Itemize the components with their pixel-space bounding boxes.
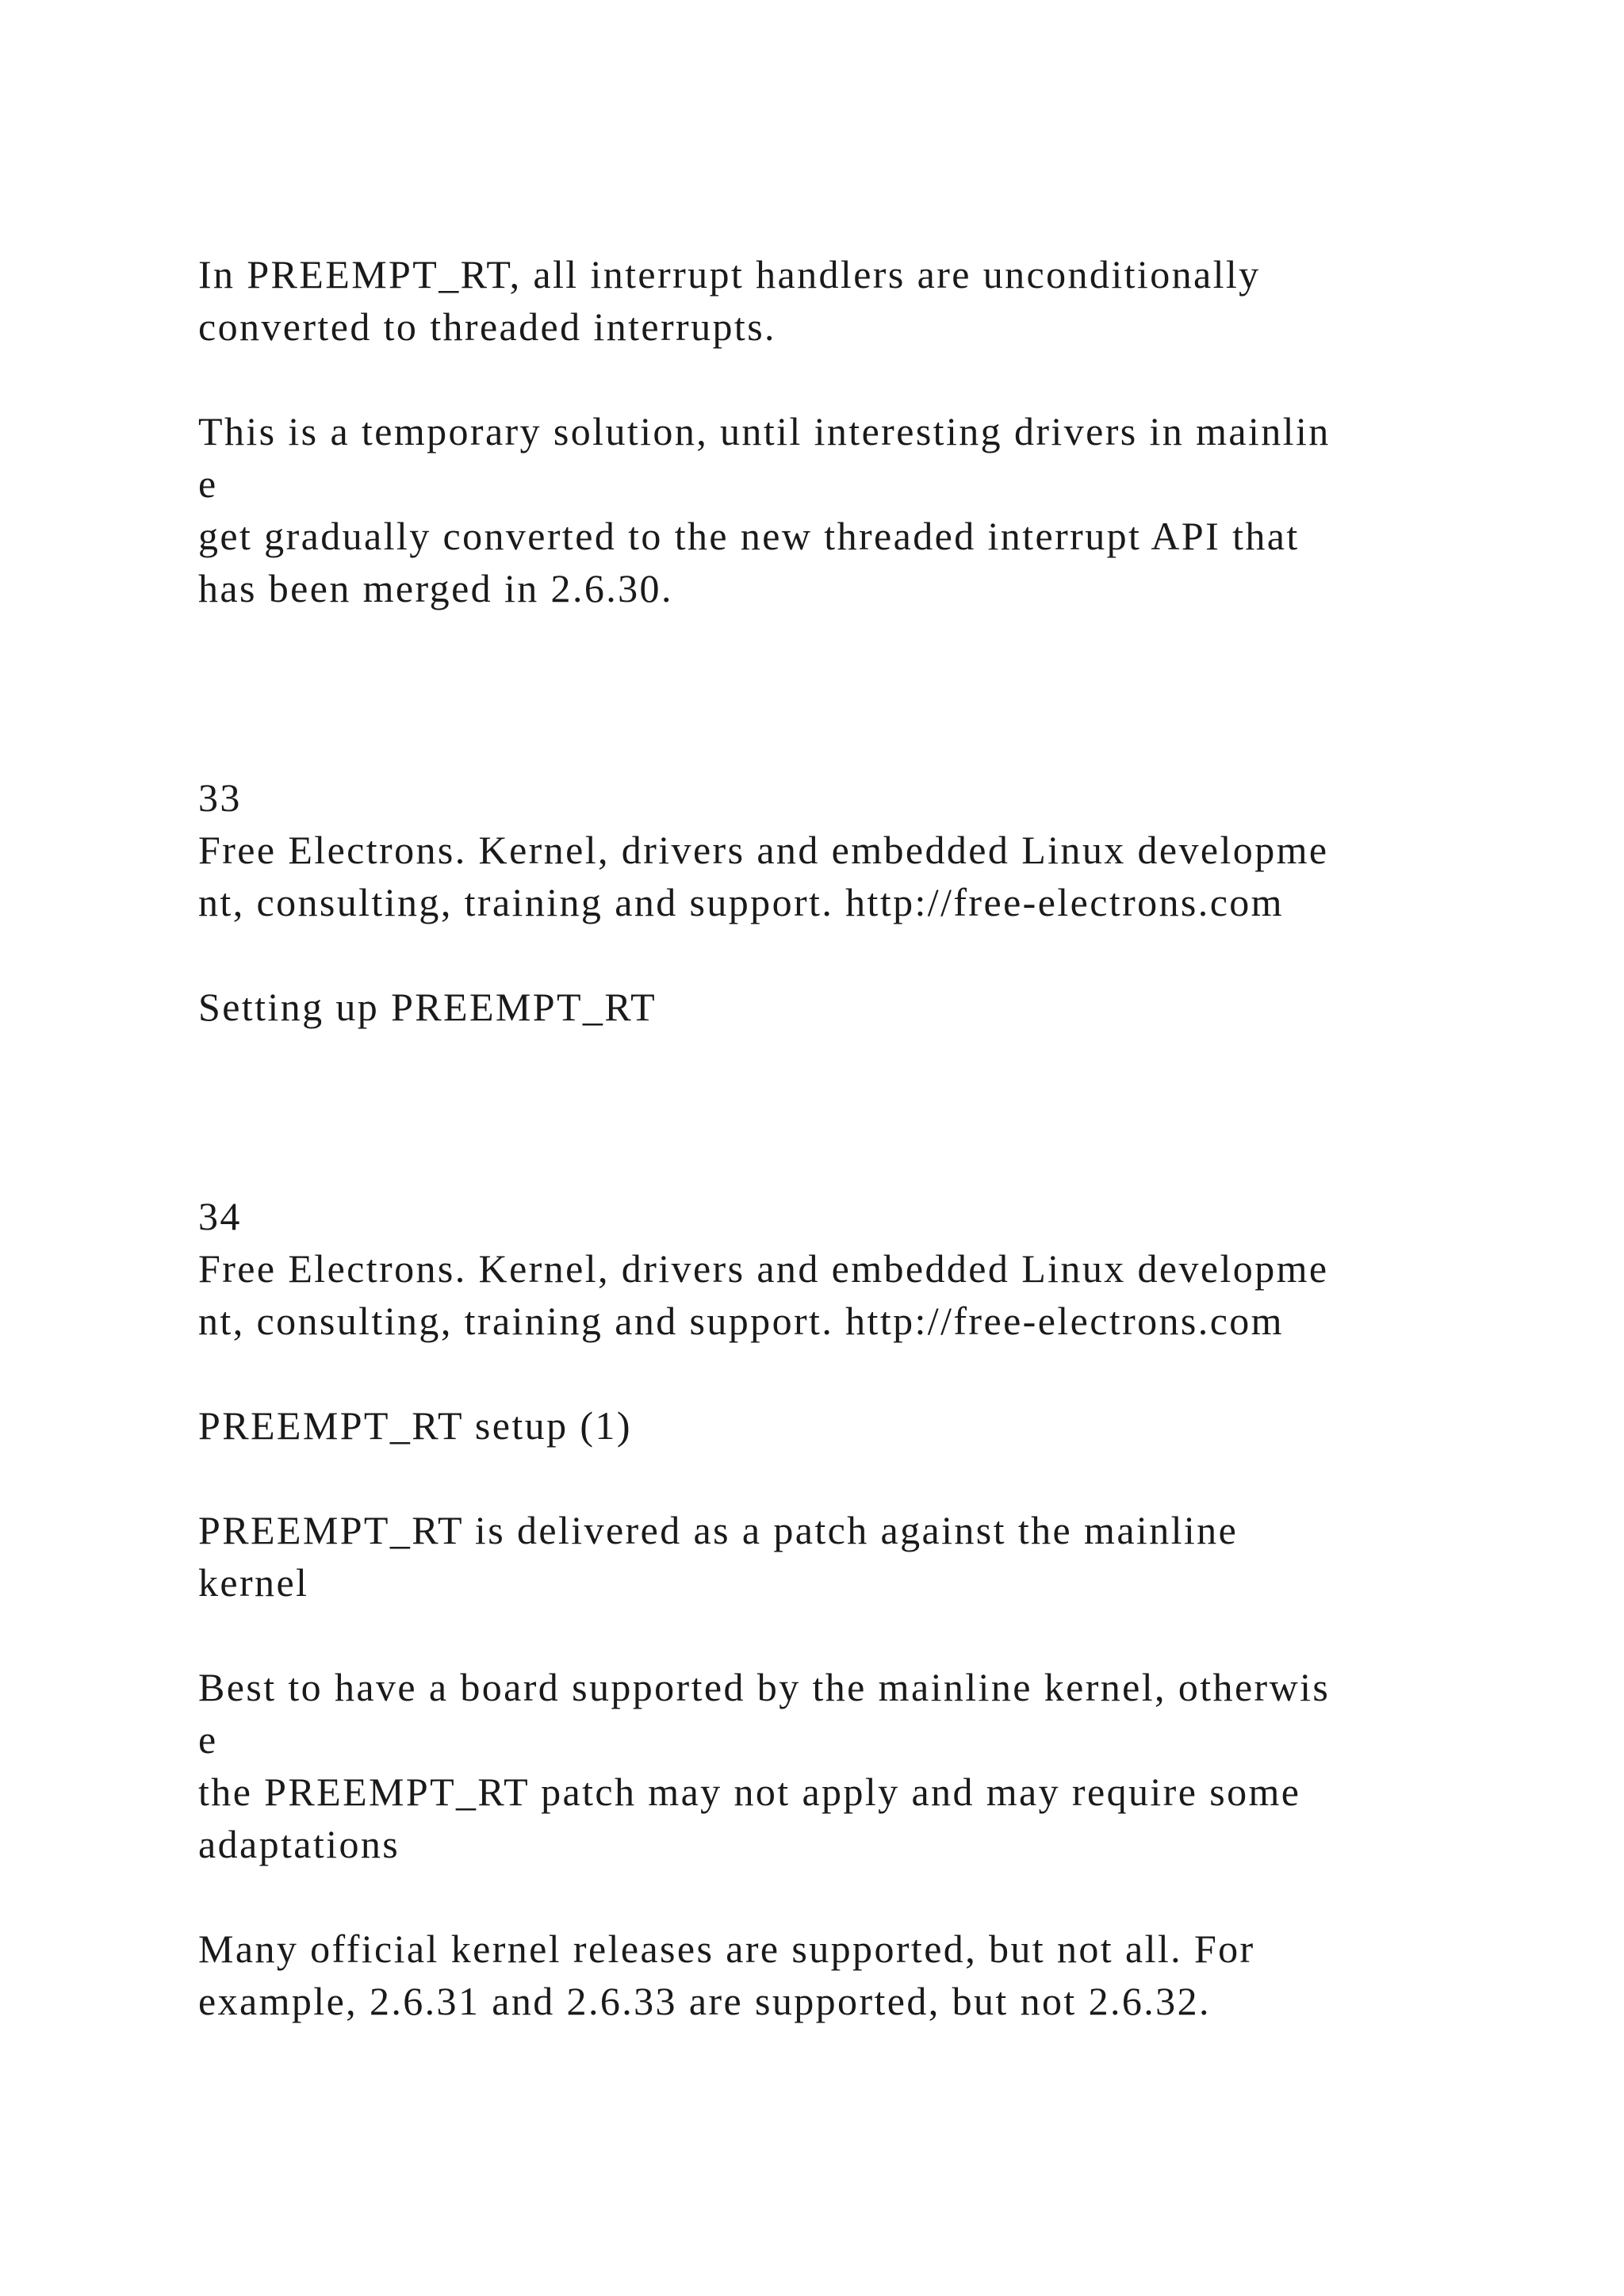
text-line-7: PREEMPT_RT is delivered as a patch against the mainline <box>198 1508 1239 1552</box>
text-line-2: converted to threaded interrupts. <box>198 304 776 349</box>
footer-line-2: nt, consulting, training and support. http://free-electrons.com <box>198 1299 1284 1343</box>
text-line-14: example, 2.6.31 and 2.6.33 are supported, but not 2.6.32. <box>198 1979 1211 2023</box>
text-line-1: In PREEMPT_RT, all interrupt handlers are unconditionally <box>198 252 1261 297</box>
text-line-13: Many official kernel releases are supported, but not all. For <box>198 1927 1255 1971</box>
text-line-3: This is a temporary solution, until interesting drivers in mainlin <box>198 409 1331 453</box>
text-line-8: kernel <box>198 1560 309 1605</box>
footer-line-2: nt, consulting, training and support. http://free-electrons.com <box>198 880 1284 924</box>
text-line-5: get gradually converted to the new threaded interrupt API that <box>198 514 1300 558</box>
footer-line-1: Free Electrons. Kernel, drivers and embedded Linux developme <box>198 1246 1329 1291</box>
text-line-9: Best to have a board supported by the mainline kernel, otherwis <box>198 1665 1331 1709</box>
text-line-6: has been merged in 2.6.30. <box>198 566 673 610</box>
text-line-10: e <box>198 1717 218 1762</box>
text-line-4: e <box>198 461 218 506</box>
footer-line-1: Free Electrons. Kernel, drivers and embedded Linux developme <box>198 828 1329 872</box>
section-heading: Setting up PREEMPT_RT <box>198 985 657 1029</box>
text-line-12: adaptations <box>198 1822 400 1866</box>
page-number: 33 <box>198 775 242 820</box>
page-number: 34 <box>198 1194 242 1238</box>
slide-title: PREEMPT_RT setup (1) <box>198 1403 632 1448</box>
text-line-11: the PREEMPT_RT patch may not apply and may require some <box>198 1770 1301 1814</box>
